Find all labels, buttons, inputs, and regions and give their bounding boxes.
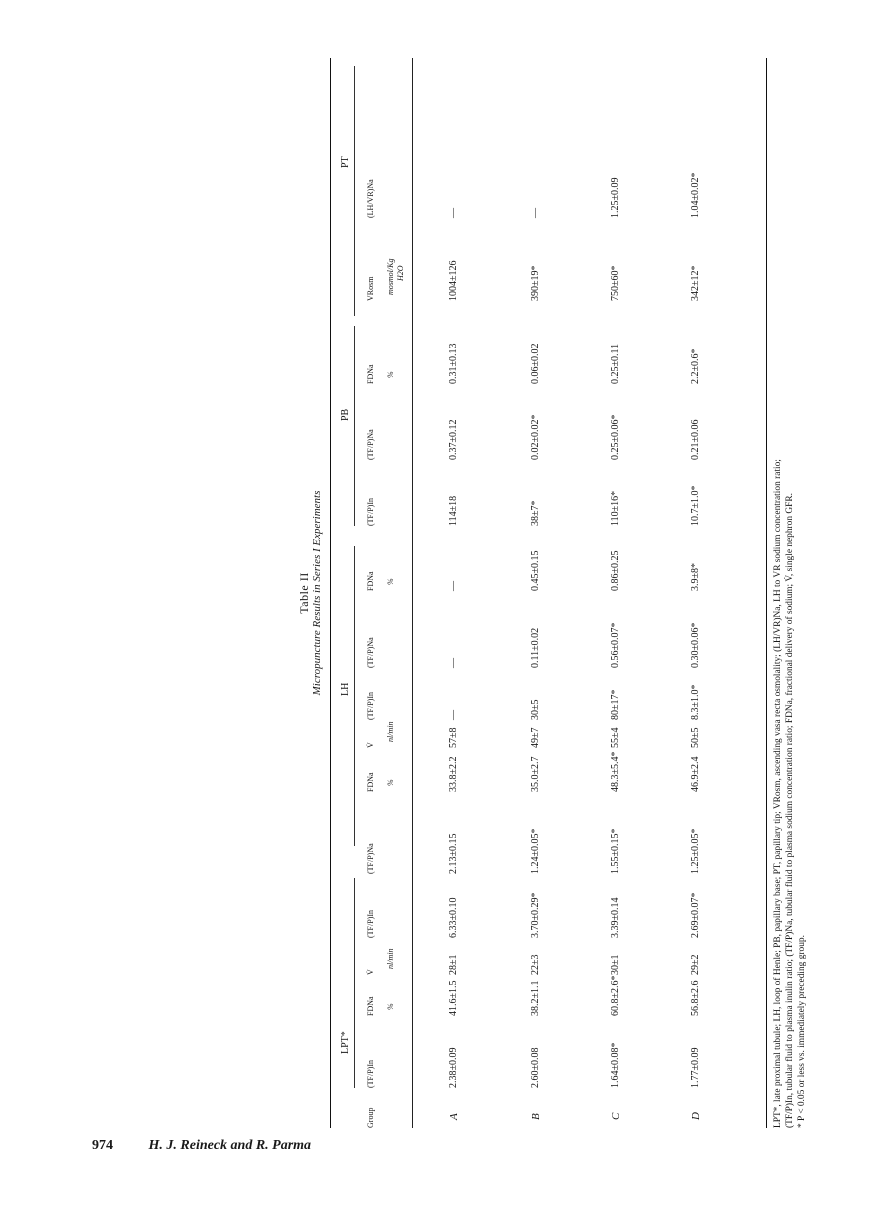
table-title: Micropuncture Results in Series I Experiments [311, 490, 323, 696]
column-header-5: (TF/P)Na [366, 843, 375, 874]
table-cell: 46.9±2.4 [690, 756, 701, 792]
table-cell: 50±5 [690, 727, 701, 748]
table-cell: 10.7±1.0* [690, 485, 701, 526]
table-cell: 0.31±0.13 [448, 343, 459, 384]
table-cell: 0.86±0.25 [610, 550, 621, 591]
table-cell: — [448, 658, 459, 668]
pb-span-rule [354, 326, 355, 526]
column-header-15: (LH/VR)Na [366, 179, 375, 218]
table-cell: 0.02±0.02* [530, 414, 541, 460]
group-header-pt: PT [340, 156, 351, 168]
table-cell: 22±3 [530, 954, 541, 975]
table-cell: 41.6±1.5 [448, 980, 459, 1016]
group-header-lpt: LPT* [340, 1031, 351, 1054]
column-header-1: (TF/P)In [366, 1060, 375, 1088]
table-cell: 750±60* [610, 265, 621, 301]
column-header-4: (TF/P)In [366, 910, 375, 938]
table-cell: 49±7 [530, 727, 541, 748]
header-bottom-rule [412, 58, 413, 1128]
table-cell: 0.25±0.06* [610, 414, 621, 460]
table-row-group-label: B [530, 1113, 542, 1120]
column-header-13: FDNa [366, 364, 375, 384]
table-cell: 56.8±2.6 [690, 980, 701, 1016]
table-cell: 0.11±0.02 [530, 627, 541, 668]
column-header-2: FDNa [366, 996, 375, 1016]
column-header-8: (TF/P)In [366, 692, 375, 720]
table-cell: 3.70±0.29* [530, 892, 541, 938]
table-cell: 1.25±0.05* [690, 828, 701, 874]
table-cell: 114±18 [448, 495, 459, 526]
table-cell: 55±4 [610, 727, 621, 748]
table-cell: 1.55±0.15* [610, 828, 621, 874]
unit-3: nl/min [386, 948, 395, 969]
table-cell: — [448, 710, 459, 720]
table-cell: 1.24±0.05* [530, 828, 541, 874]
table-cell: 3.39±0.14 [610, 897, 621, 938]
table-cell: — [448, 208, 459, 218]
column-header-12: (TF/P)Na [366, 429, 375, 460]
table-cell: 0.37±0.12 [448, 419, 459, 460]
table-cell: 2.60±0.08 [530, 1047, 541, 1088]
footnote-3: * P < 0.05 or less vs. immediately preceding group. [797, 935, 807, 1128]
table-cell: 2.2±0.6* [690, 348, 701, 384]
unit-14: mosmol/Kg [386, 258, 395, 295]
column-header-11: (TF/P)In [366, 498, 375, 526]
table-cell: 1.25±0.09 [610, 177, 621, 218]
table-top-rule [330, 58, 331, 1128]
table-cell: 0.45±0.15 [530, 550, 541, 591]
table-cell: 57±8 [448, 727, 459, 748]
unit-vrosm-line2: H2O [396, 265, 405, 281]
table-cell: 28±1 [448, 954, 459, 975]
column-header-6: FDNa [366, 772, 375, 792]
table-cell: 60.8±2.6* [610, 975, 621, 1016]
table-cell: 3.9±8* [690, 563, 701, 591]
column-header-14: VRosm [366, 276, 375, 301]
table-cell: 2.38±0.09 [448, 1047, 459, 1088]
table-row-group-label: D [690, 1112, 702, 1120]
table-cell: — [530, 208, 541, 218]
table-cell: 1.77±0.09 [690, 1047, 701, 1088]
table-cell: 80±17* [610, 689, 621, 720]
lh-span-rule [354, 546, 355, 846]
unit-10: % [386, 578, 395, 585]
table-label: Table II [297, 572, 311, 614]
table-cell: 1.64±0.08* [610, 1042, 621, 1088]
table-row-group-label: C [610, 1112, 622, 1120]
group-header-lh: LH [340, 682, 351, 696]
table-cell: 342±12* [690, 265, 701, 301]
pt-span-rule [354, 66, 355, 316]
table-cell: 48.3±5.4* [610, 751, 621, 792]
unit-7: nl/min [386, 721, 395, 742]
table-cell: 29±2 [690, 954, 701, 975]
column-header-3: V̇ [366, 969, 375, 975]
table-cell: 0.56±0.07* [610, 622, 621, 668]
table-row-group-label: A [448, 1113, 460, 1120]
page-number: 974 [92, 1138, 113, 1153]
table-cell: — [448, 581, 459, 591]
table-cell: 0.30±0.06* [690, 622, 701, 668]
table-bottom-rule [766, 58, 767, 1128]
unit-2: % [386, 1003, 395, 1010]
column-header-7: V̇ [366, 742, 375, 748]
table-cell: 6.33±0.10 [448, 897, 459, 938]
table-cell: 30±1 [610, 954, 621, 975]
table-cell: 30±5 [530, 699, 541, 720]
table-cell: 0.06±0.02 [530, 343, 541, 384]
table-cell: 2.13±0.15 [448, 833, 459, 874]
table-cell: 8.3±1.0* [690, 684, 701, 720]
footnote-2: (TF/P)In, tubular fluid to plasma inulin ratio; (TF/P)Na, tubular fluid to plasma sodium concentration ratio; FDNa, fractional delivery of sodium; V̇, single nephron GFR. [785, 493, 795, 1128]
table-cell: 35.0±2.7 [530, 756, 541, 792]
table-cell: 38±7* [530, 500, 541, 526]
lpt-span-rule [354, 878, 355, 1088]
table-cell: 0.25±0.11 [610, 343, 621, 384]
unit-13: % [386, 371, 395, 378]
group-header-pb: PB [340, 408, 351, 421]
rotated-table-block [270, 58, 870, 1128]
unit-6: % [386, 779, 395, 786]
running-head [92, 1138, 311, 1154]
table-cell: 33.8±2.2 [448, 756, 459, 792]
table-cell: 0.21±0.06 [690, 419, 701, 460]
table-cell: 1.04±0.02* [690, 172, 701, 218]
table-cell: 110±16* [610, 490, 621, 526]
running-authors: H. J. Reineck and R. Parma [148, 1138, 312, 1153]
table-cell: 38.2±1.1 [530, 980, 541, 1016]
table-cell: 390±19* [530, 265, 541, 301]
column-header-9: (TF/P)Na [366, 637, 375, 668]
column-header-0: Group [366, 1107, 375, 1128]
table-cell: 2.69±0.07* [690, 892, 701, 938]
table-cell: 1004±126 [448, 260, 459, 301]
column-header-10: FDNa [366, 571, 375, 591]
footnote-1: LPT*, late proximal tubule; LH, loop of Henle; PB, papillary base; PT, papillary tip; VRosm, ascending vasa recta osmolality; (LH/VR)Na, LH to VR sodium concentration ratio; [773, 459, 783, 1128]
